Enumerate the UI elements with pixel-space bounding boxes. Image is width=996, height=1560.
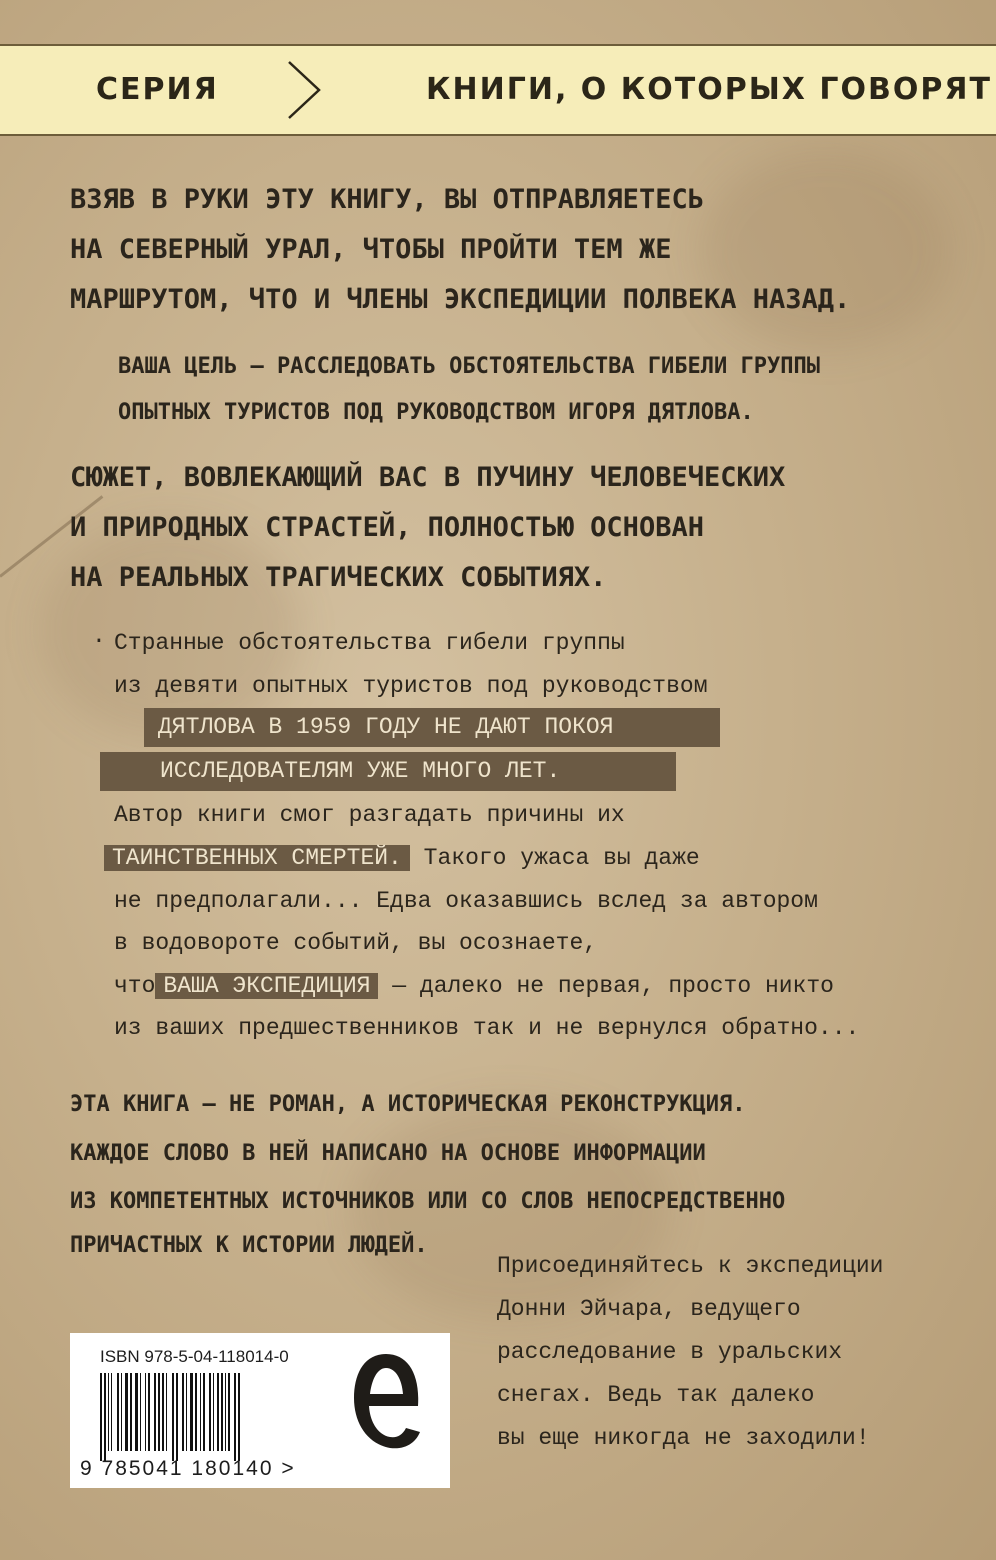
reconstruction-line: КАЖДОЕ СЛОВО В НЕЙ НАПИСАНО НА ОСНОВЕ ИНФОРМАЦИИ [70, 1141, 706, 1166]
barcode-bar [135, 1373, 138, 1451]
isbn-label: ISBN 978-5-04-118014-0 [100, 1347, 289, 1366]
eksmo-logo-icon [348, 1348, 424, 1458]
barcode-bar [148, 1373, 150, 1451]
barcode-bar [176, 1373, 178, 1461]
story-highlight-line: ДЯТЛОВА В 1959 ГОДУ НЕ ДАЮТ ПОКОЯ [144, 708, 720, 747]
outro-line: Донни Эйчара, ведущего [497, 1296, 801, 1322]
story-line: в водовороте событий, вы осознаете, [114, 930, 598, 956]
barcode-bar [221, 1373, 223, 1451]
series-banner [0, 44, 996, 136]
outro-line: расследование в уральских [497, 1339, 843, 1365]
barcode-bar [111, 1373, 112, 1451]
barcode-bar [200, 1373, 201, 1451]
plot-line: СЮЖЕТ, ВОВЛЕКАЮЩИЙ ВАС В ПУЧИНУ ЧЕЛОВЕЧЕСКИХ [70, 462, 786, 493]
barcode-bar [234, 1373, 236, 1461]
highlight-mysterious-deaths: ТАИНСТВЕННЫХ СМЕРТЕЙ. [104, 845, 410, 871]
story-highlight-line: ИССЛЕДОВАТЕЛЯМ УЖЕ МНОГО ЛЕТ. [100, 752, 676, 791]
barcode-bar [209, 1373, 211, 1451]
barcode-bar [228, 1373, 230, 1451]
story-line [104, 837, 700, 880]
intro-line: ВЗЯВ В РУКИ ЭТУ КНИГУ, ВЫ ОТПРАВЛЯЕТЕСЬ [70, 184, 704, 215]
story-line: Странные обстоятельства гибели группы [114, 630, 625, 656]
intro-line: НА СЕВЕРНЫЙ УРАЛ, ЧТОБЫ ПРОЙТИ ТЕМ ЖЕ [70, 234, 672, 265]
series-name: КНИГИ, О КОТОРЫХ ГОВОРЯТ [426, 72, 992, 107]
barcode-bar [145, 1373, 146, 1451]
barcode-bar [182, 1373, 184, 1451]
reconstruction-line: ЭТА КНИГА — НЕ РОМАН, А ИСТОРИЧЕСКАЯ РЕКОНСТРУКЦИЯ. [70, 1092, 746, 1117]
barcode-bar [217, 1373, 219, 1451]
barcode-bar [158, 1373, 160, 1451]
barcode-bar [121, 1373, 122, 1451]
series-label: СЕРИЯ [96, 72, 219, 107]
barcode-bar [172, 1373, 174, 1461]
reconstruction-line: ИЗ КОМПЕТЕНТНЫХ ИСТОЧНИКОВ ИЛИ СО СЛОВ НЕПОСРЕДСТВЕННО [70, 1189, 786, 1214]
bullet-dot: · [92, 628, 106, 654]
barcode-bar [186, 1373, 187, 1451]
barcode-bars [100, 1373, 330, 1461]
barcode-bar [203, 1373, 205, 1451]
story-text: Такого ужаса вы даже [423, 845, 700, 871]
barcode-bar [166, 1373, 167, 1451]
goal-line: ОПЫТНЫХ ТУРИСТОВ ПОД РУКОВОДСТВОМ ИГОРЯ ДЯТЛОВА. [118, 400, 754, 425]
outro-line: Присоединяйтесь к экспедиции [497, 1253, 884, 1279]
intro-line: МАРШРУТОМ, ЧТО И ЧЛЕНЫ ЭКСПЕДИЦИИ ПОЛВЕКА НАЗАД. [70, 284, 851, 315]
story-line: из девяти опытных туристов под руководством [114, 673, 708, 699]
barcode-bar [238, 1373, 240, 1461]
goal-line: ВАША ЦЕЛЬ — РАССЛЕДОВАТЬ ОБСТОЯТЕЛЬСТВА ГИБЕЛИ ГРУППЫ [118, 354, 820, 379]
story-line [114, 965, 834, 1008]
chevron-right-icon [285, 58, 325, 122]
story-text: что [114, 973, 156, 999]
barcode-bar [213, 1373, 214, 1451]
highlight-expedition: ВАША ЭКСПЕДИЦИЯ [155, 973, 378, 999]
barcode-bar [117, 1373, 119, 1451]
barcode-bar [140, 1373, 141, 1451]
barcode-bar [190, 1373, 193, 1451]
barcode-bar [130, 1373, 132, 1451]
barcode-bar [154, 1373, 156, 1451]
reconstruction-line: ПРИЧАСТНЫХ К ИСТОРИИ ЛЮДЕЙ. [70, 1233, 428, 1258]
plot-line: НА РЕАЛЬНЫХ ТРАГИЧЕСКИХ СОБЫТИЯХ. [70, 562, 607, 593]
barcode-bar [162, 1373, 164, 1451]
barcode-bar [125, 1373, 128, 1451]
story-line: не предполагали... Едва оказавшись вслед за автором [114, 888, 818, 914]
barcode-bar [195, 1373, 197, 1451]
barcode-bar [104, 1373, 106, 1461]
plot-line: И ПРИРОДНЫХ СТРАСТЕЙ, ПОЛНОСТЬЮ ОСНОВАН [70, 512, 704, 543]
barcode-bar [100, 1373, 102, 1461]
barcode-bar [108, 1373, 109, 1451]
story-line: Автор книги смог разгадать причины их [114, 802, 625, 828]
story-text: — далеко не первая, просто никто [392, 973, 834, 999]
story-line: из ваших предшественников так и не вернулся обратно... [114, 1015, 860, 1041]
outro-line: вы еще никогда не заходили! [497, 1425, 870, 1451]
barcode-number: 9 785041 180140 > [80, 1457, 296, 1480]
outro-line: снегах. Ведь так далеко [497, 1382, 815, 1408]
barcode-bar [225, 1373, 226, 1451]
